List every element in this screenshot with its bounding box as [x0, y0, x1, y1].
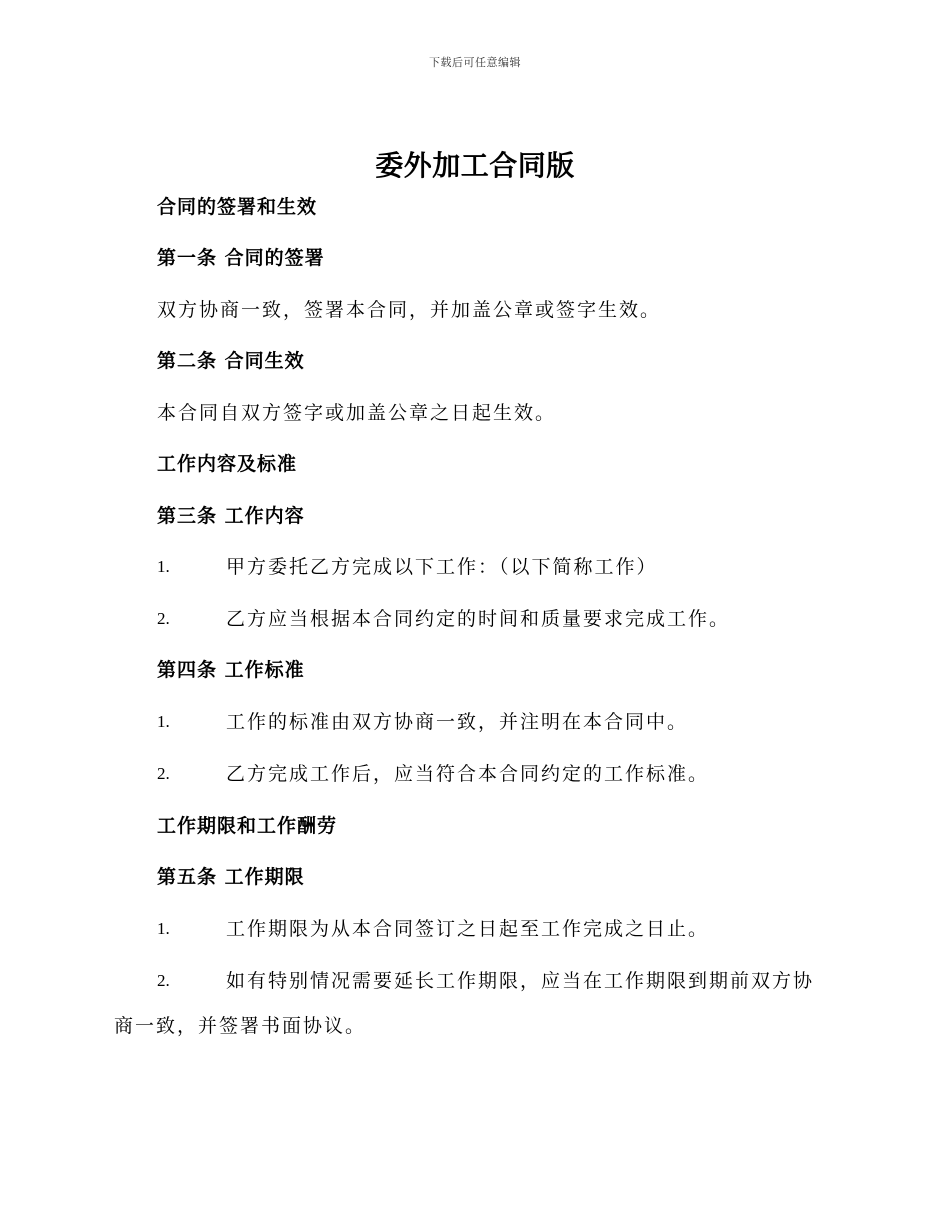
article-4-item-1-number: 1.	[157, 712, 170, 731]
section-heading-work-content: 工作内容及标准	[157, 453, 298, 475]
article-2-text: 本合同自双方签字或加盖公章之日起生效。	[157, 402, 557, 424]
article-5-item-1-number: 1.	[157, 919, 170, 938]
article-5-item-1-text: 工作期限为从本合同签订之日起至工作完成之日止。	[226, 918, 710, 940]
section-heading-signing: 合同的签署和生效	[157, 196, 318, 218]
article-4-item-2-text: 乙方完成工作后，应当符合本合同约定的工作标准。	[226, 763, 710, 785]
article-3-heading: 第三条 工作内容	[157, 505, 305, 527]
document-title: 委外加工合同版	[375, 149, 575, 182]
article-3-item-1-text: 甲方委托乙方完成以下工作：（以下简称工作）	[226, 556, 658, 578]
article-5-item-2-number: 2.	[157, 971, 170, 990]
article-5-item-2-text: 如有特别情况需要延长工作期限，应当在工作期限到期前双方协	[226, 970, 815, 992]
article-1-text: 双方协商一致，签署本合同，并加盖公章或签字生效。	[157, 299, 662, 321]
article-4-item-2-number: 2.	[157, 764, 170, 783]
article-3-item-2-number: 2.	[157, 609, 170, 628]
article-2-heading: 第二条 合同生效	[157, 350, 305, 372]
article-3-item-2-text: 乙方应当根据本合同约定的时间和质量要求完成工作。	[226, 608, 731, 630]
article-1-heading: 第一条 合同的签署	[157, 247, 325, 269]
section-heading-term-and-pay: 工作期限和工作酬劳	[157, 815, 338, 837]
article-3-item-1-number: 1.	[157, 557, 170, 576]
article-4-heading: 第四条 工作标准	[157, 659, 305, 681]
article-4-item-1-text: 工作的标准由双方协商一致，并注明在本合同中。	[226, 711, 689, 733]
article-5-heading: 第五条 工作期限	[157, 866, 305, 888]
article-5-item-2-continuation: 商一致，并签署书面协议。	[114, 1015, 367, 1037]
page-header-note: 下载后可任意编辑	[429, 56, 521, 69]
